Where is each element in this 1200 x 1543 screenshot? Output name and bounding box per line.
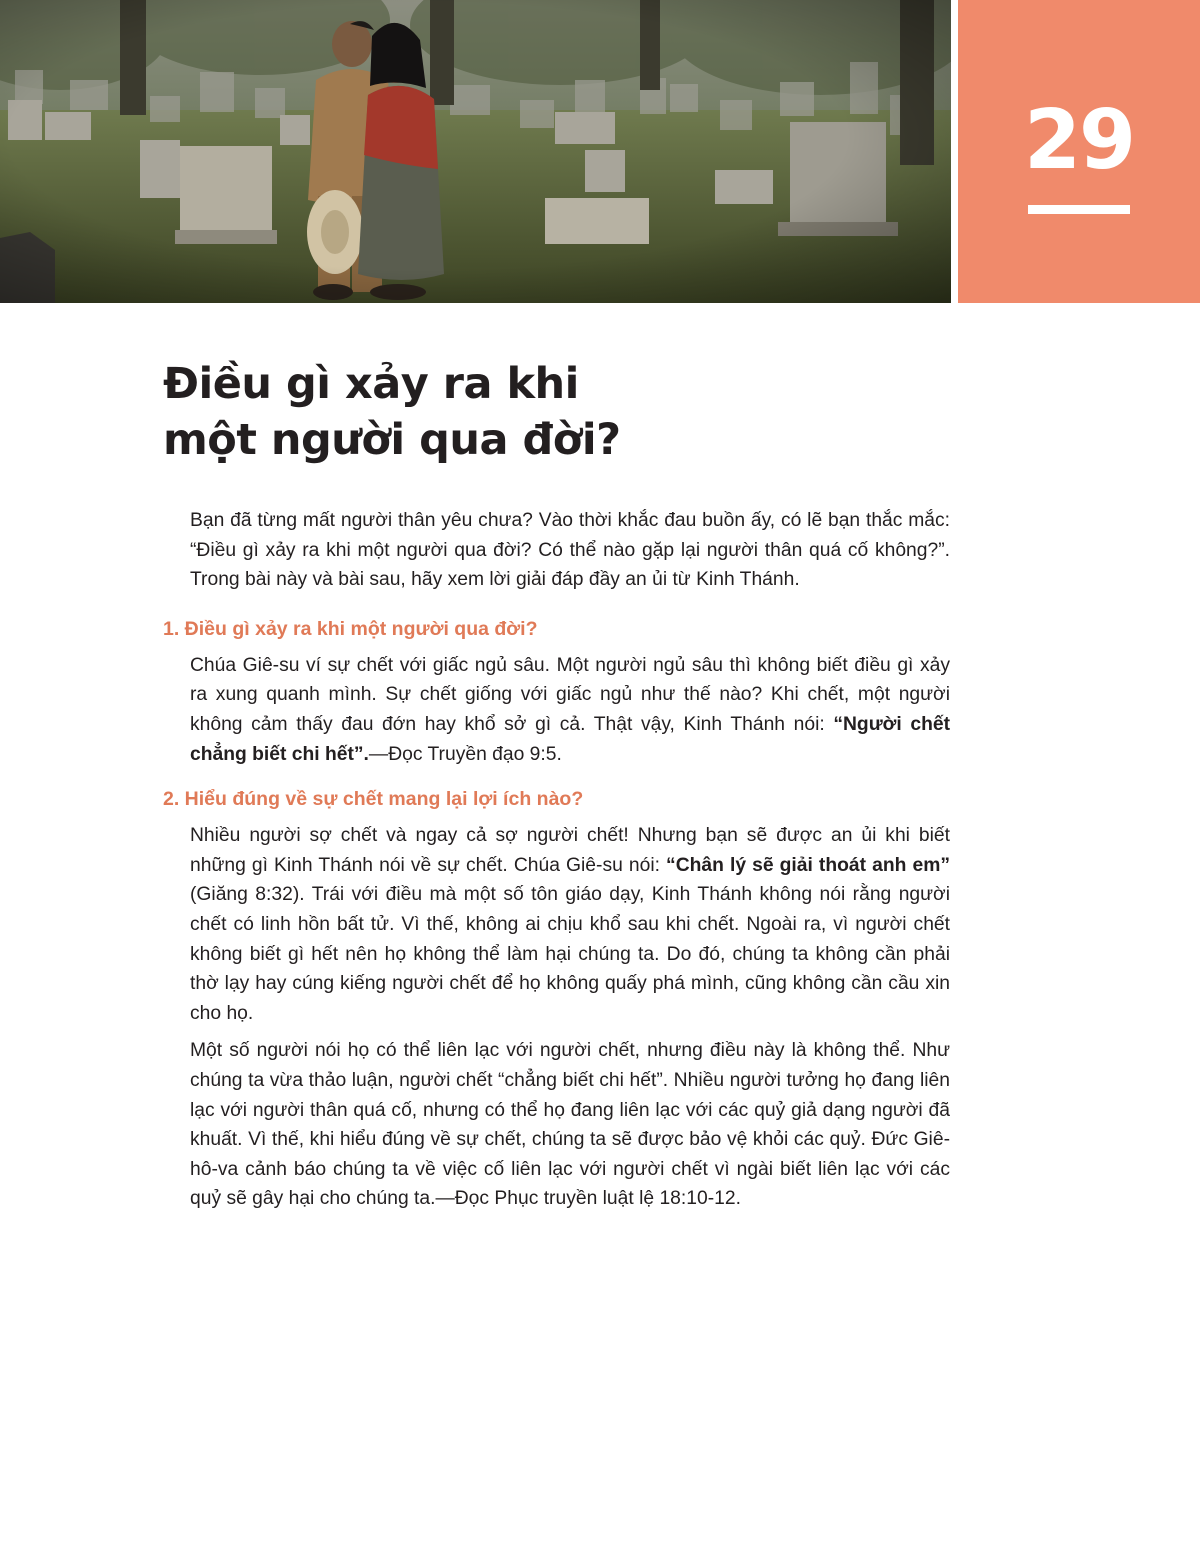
hero-image [0, 0, 951, 303]
section-2-text: Nhiều người sợ chết và ngay cả sợ người chết! Nhưng bạn sẽ được an ủi khi biết những gì Kinh Thánh nói về sự chết. Chúa Giê-su nói: [190, 825, 950, 876]
section-2-text-cont: (Giăng 8:32). Trái với điều mà một số tôn giáo dạy, Kinh Thánh không nói rằng người chết có linh hồn bất tử. Vì thế, không ai chịu khổ sau khi chết. Ngoài ra, vì người chết không biết gì hết nên họ không thể làm hại chúng ta. Do đó, chúng ta không cần phải thờ lạy hay cúng kiếng người chết để họ không quấy phá mình, cũng không cần cầu xin cho họ. [190, 884, 950, 1024]
chapter-number: 29 [1023, 93, 1135, 188]
section-1-paragraph [190, 651, 950, 769]
article-body [163, 506, 963, 1214]
title-line-1: Điều gì xảy ra khi [163, 359, 579, 409]
section-1-heading: 1. Điều gì xảy ra khi một người qua đời? [163, 617, 538, 640]
intro-paragraph: Bạn đã từng mất người thân yêu chưa? Vào thời khắc đau buồn ấy, có lẽ bạn thắc mắc: “Điều gì xảy ra khi một người qua đời? Có thể nào gặp lại người thân quá cố không?”. Trong bài này và bài sau, hãy xem lời giải đáp đầy an ủi từ Kinh Thánh. [190, 510, 950, 591]
section-1-quote: “Người chết chẳng biết chi hết”. [190, 713, 950, 765]
section-2-paragraph-2: Một số người nói họ có thể liên lạc với người chết, nhưng điều này là không thể. Như chúng ta vừa thảo luận, người chết “chẳng biết chi hết”. Nhiều người tưởng họ đang liên lạc với người thân quá cố, nhưng có thể họ đang liên lạc với các quỷ giả dạng người đã khuất. Vì thế, khi hiểu đúng về sự chết, chúng ta sẽ được bảo vệ khỏi các quỷ. Đức Giê-hô-va cảnh báo chúng ta về việc cố liên lạc với người chết vì ngài biết liên lạc với các quỷ sẽ gây hại cho chúng ta.—Đọc Phục truyền luật lệ 18:10-12. [190, 1040, 950, 1210]
title-line-2: một người qua đời? [163, 415, 621, 465]
page-title [163, 356, 923, 468]
cemetery-photo [0, 0, 951, 303]
section-2-heading: 2. Hiểu đúng về sự chết mang lại lợi ích nào? [163, 788, 584, 811]
chapter-badge [958, 0, 1200, 303]
section-1-reference: —Đọc Truyền đạo 9:5. [368, 743, 562, 765]
chapter-underline [1028, 205, 1130, 214]
section-1-text: Chúa Giê-su ví sự chết với giấc ngủ sâu. Một người ngủ sâu thì không biết điều gì xảy ra xung quanh mình. Sự chết giống với giấc ngủ như thế nào? Khi chết, một người không cảm thấy đau đớn hay khổ sở gì cả. Thật vậy, Kinh Thánh nói: [190, 654, 950, 735]
section-2-paragraph-1 [190, 821, 950, 1028]
section-2-quote: “Chân lý sẽ giải thoát anh em” [666, 854, 950, 876]
